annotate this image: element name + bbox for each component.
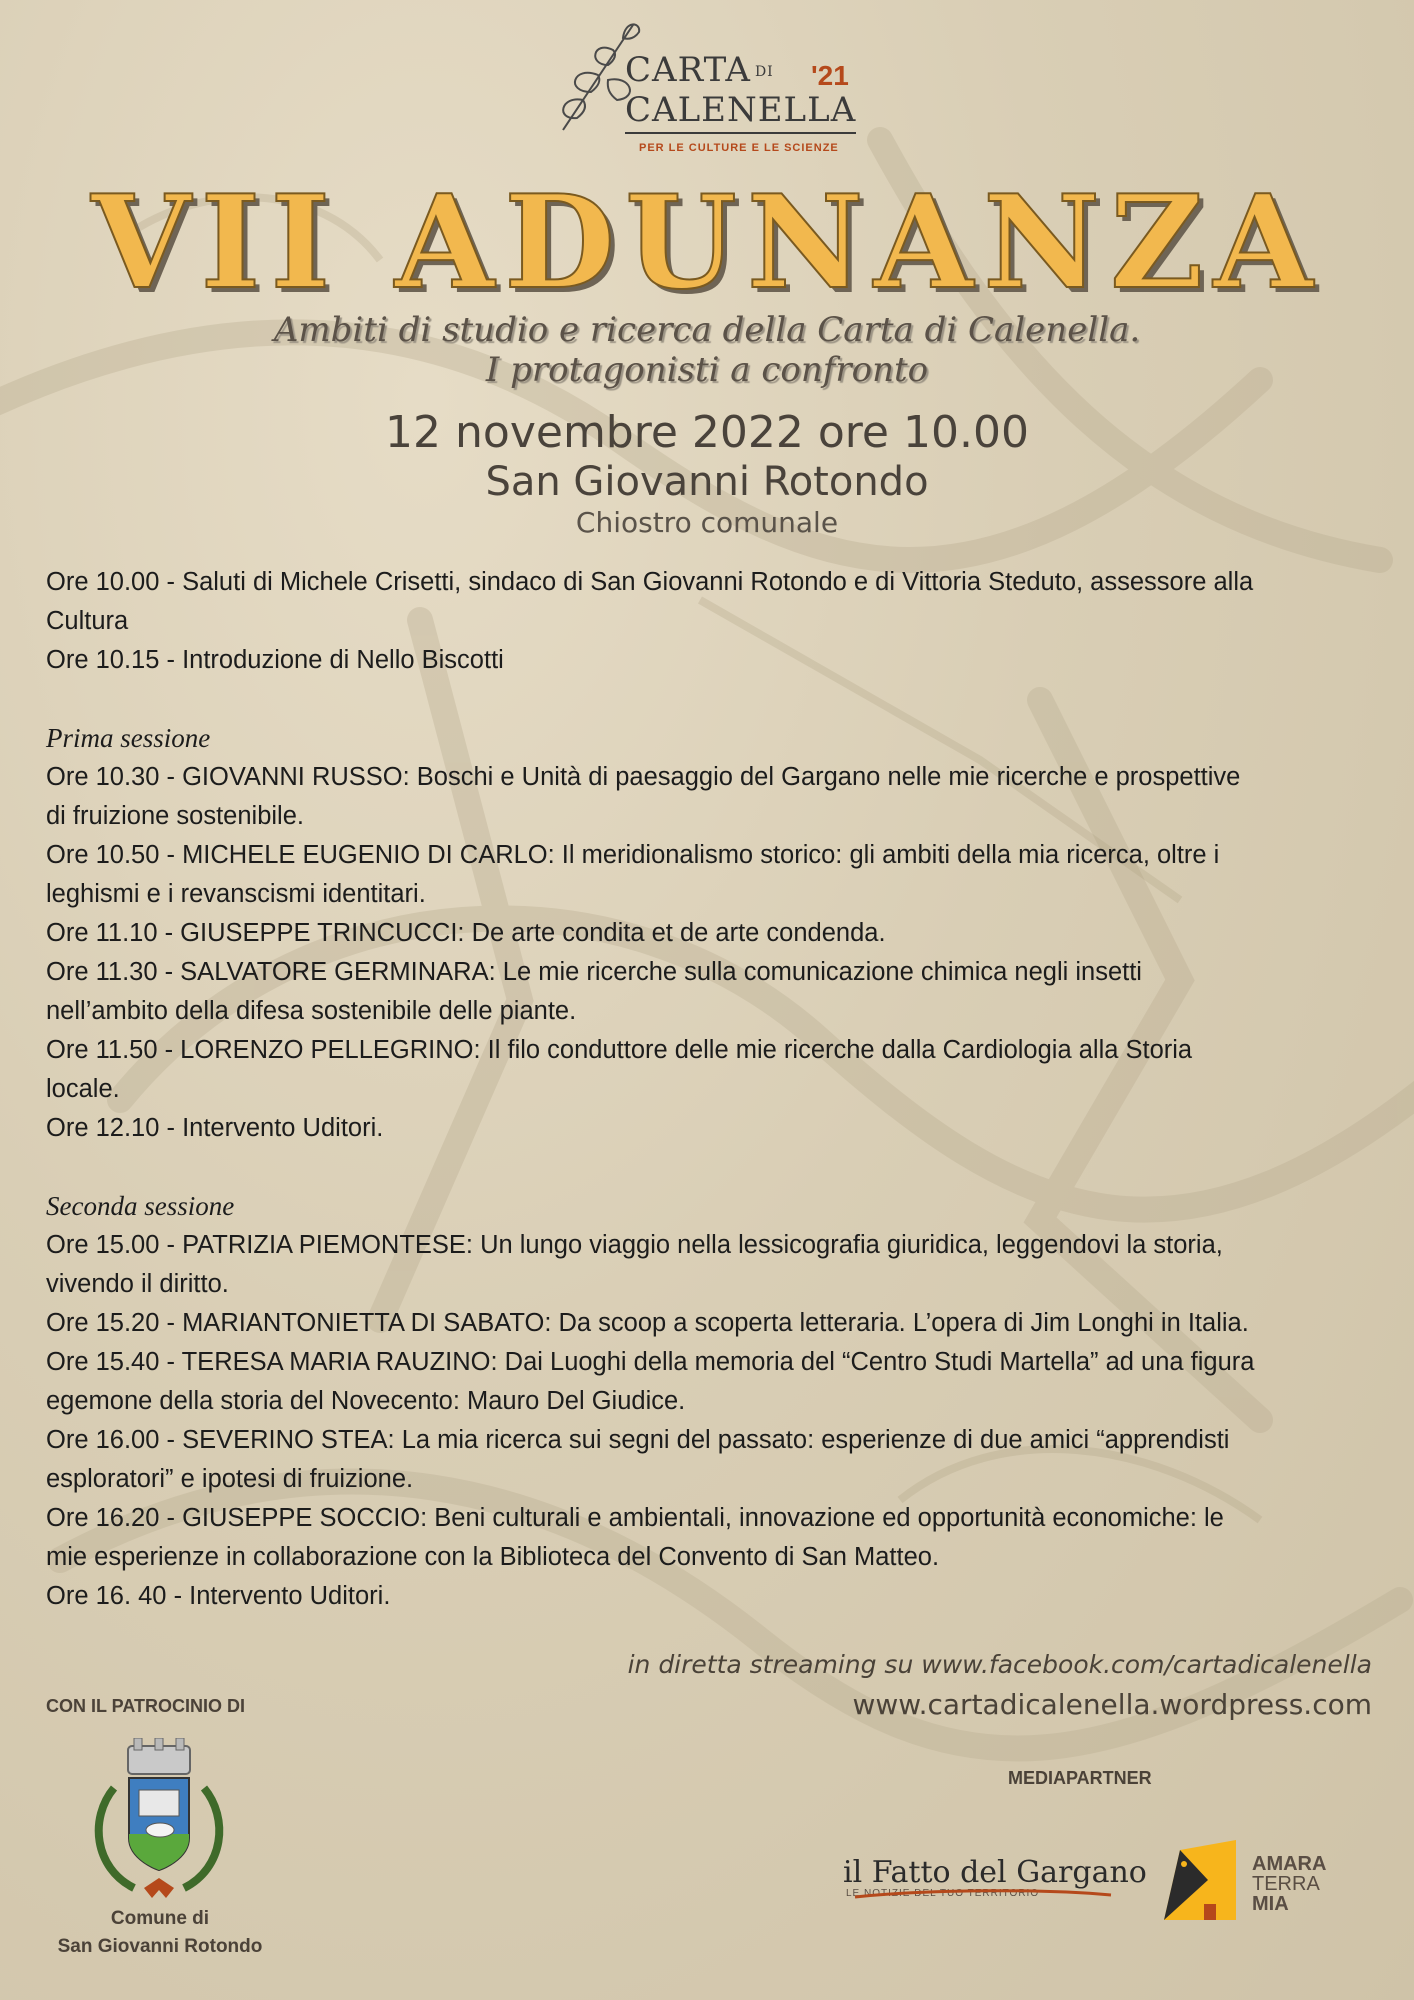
partner2-line-2: TERRA (1252, 1873, 1320, 1895)
mediapartner-label: MEDIAPARTNER (1008, 1768, 1152, 1788)
event-venue: Chiostro comunale (575, 506, 839, 539)
program-line: Cultura (46, 607, 129, 635)
swoosh-icon (853, 1887, 1113, 1901)
program-line: Ore 10.30 - GIOVANNI RUSSO: Boschi e Unità di paesaggio del Gargano nelle mie ricerche e prospettive (46, 763, 1241, 791)
amara-terra-mia-logo-icon (1160, 1840, 1244, 1924)
program-line: Ore 11.30 - SALVATORE GERMINARA: Le mie ricerche sulla comunicazione chimica negli insetti (46, 958, 1142, 986)
patronage-label: CON IL PATROCINIO DI (46, 1696, 246, 1716)
spacer (46, 680, 1386, 719)
spacer (46, 1148, 1386, 1187)
amara-terra-mia-logo (1160, 1840, 1330, 1925)
partner1-tagline: LE NOTIZIE DEL TUO TERRITORIO (846, 1888, 1040, 1899)
il-fatto-del-gargano-logo (843, 1855, 1147, 1915)
program-line: Ore 12.10 - Intervento Uditori. (46, 1114, 384, 1142)
logo-word-calenella: CALENELLA (625, 90, 856, 134)
program-line: di fruizione sostenibile. (46, 802, 304, 830)
partner2-line-1: AMARA (1252, 1853, 1327, 1875)
event-subtitle (0, 310, 1414, 390)
event-title: VII ADUNANZA (91, 168, 1323, 318)
session-1-title: Prima sessione (46, 723, 211, 753)
event-place: San Giovanni Rotondo (485, 459, 929, 505)
program-line: mie esperienze in collaborazione con la Biblioteca del Convento di San Matteo. (46, 1543, 940, 1571)
logo-year: '21 (811, 60, 849, 91)
program-line: Ore 16. 40 - Intervento Uditori. (46, 1582, 391, 1610)
program-line: Ore 10.50 - MICHELE EUGENIO DI CARLO: Il meridionalismo storico: gli ambiti della mia ricerca, oltre i (46, 841, 1220, 869)
website-link[interactable]: www.cartadicalenella.wordpress.com (852, 1688, 1372, 1721)
carta-di-calenella-logo (553, 20, 863, 160)
program-line: Ore 10.00 - Saluti di Michele Crisetti, sindaco di San Giovanni Rotondo e di Vittoria Steduto, assessore alla (46, 568, 1254, 596)
program-line: leghismi e i revanscismi identitari. (46, 880, 426, 908)
comune-line-1: Comune di (110, 1908, 210, 1929)
comune-line-2: San Giovanni Rotondo (57, 1936, 263, 1957)
amara-words (1252, 1854, 1326, 1914)
program-line: locale. (46, 1075, 120, 1103)
logo-tagline: PER LE CULTURE E LE SCIENZE (639, 142, 839, 154)
program-line: Ore 15.00 - PATRIZIA PIEMONTESE: Un lungo viaggio nella lessicografia giuridica, leggendovi la storia, (46, 1231, 1223, 1259)
partner2-line-3: MIA (1252, 1893, 1289, 1915)
program-line: esploratori” e ipotesi di fruizione. (46, 1465, 414, 1493)
subtitle-line-1: Ambiti di studio e ricerca della Carta di Calenella. (273, 310, 1141, 350)
program-line: vivendo il diritto. (46, 1270, 229, 1298)
program-line: Ore 10.15 - Introduzione di Nello Biscotti (46, 646, 504, 674)
event-date: 12 novembre 2022 ore 10.00 (385, 407, 1029, 458)
comune-label (40, 1905, 280, 1961)
program-line: nell’ambito della difesa sostenibile delle piante. (46, 997, 577, 1025)
program-line: egemone della storia del Novecento: Mauro Del Giudice. (46, 1387, 686, 1415)
program-line: Ore 11.10 - GIUSEPPE TRINCUCCI: De arte condita et de arte condenda. (46, 919, 886, 947)
program-line: Ore 15.40 - TERESA MARIA RAUZINO: Dai Luoghi della memoria del “Centro Studi Martella” ad una figura (46, 1348, 1255, 1376)
logo-word-di: DI (754, 64, 774, 80)
municipal-crest-icon (84, 1738, 234, 1908)
partner1-name: il Fatto del Gargano (843, 1855, 1147, 1890)
subtitle-line-2: I protagonisti a confronto (485, 350, 929, 390)
session-2-title: Seconda sessione (46, 1191, 235, 1221)
program-schedule (46, 563, 1386, 1616)
program-line: Ore 15.20 - MARIANTONIETTA DI SABATO: Da scoop a scoperta letteraria. L’opera di Jim Longhi in Italia. (46, 1309, 1249, 1337)
logo-word-carta: CARTA DI (625, 50, 774, 90)
streaming-info: in diretta streaming su www.facebook.com/cartadicalenella (627, 1650, 1372, 1679)
program-line: Ore 16.20 - GIUSEPPE SOCCIO: Beni culturali e ambientali, innovazione ed opportunità economiche: le (46, 1504, 1224, 1532)
program-line: Ore 16.00 - SEVERINO STEA: La mia ricerca sui segni del passato: esperienze di due amici “apprendisti (46, 1426, 1230, 1454)
program-line: Ore 11.50 - LORENZO PELLEGRINO: Il filo conduttore delle mie ricerche dalla Cardiologia alla Storia (46, 1036, 1193, 1064)
